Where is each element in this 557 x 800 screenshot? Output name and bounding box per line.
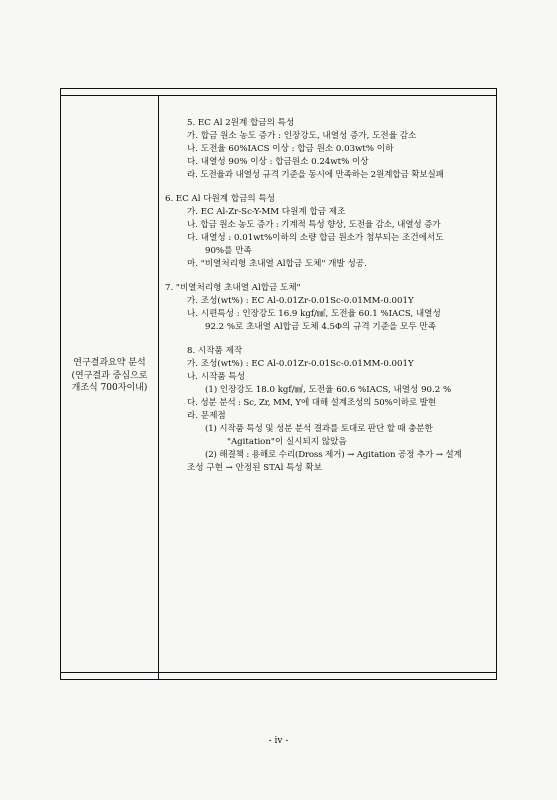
list-item: 나. 도전율 60%IACS 이상 : 합금 원소 0.03wt% 이하 xyxy=(187,144,394,154)
page-number: - iv - xyxy=(268,736,289,746)
sub-item: (2) 해결책 : 용해로 수리(Dross 제거) → Agitation 공정 추가 → 설계 xyxy=(205,450,462,460)
row-header-line: (연구결과 중심으로 xyxy=(71,370,148,381)
list-item: 다. 성분 분석 : Sc, Zr, MM, Y에 대해 설계조성의 50%이하로 발현 xyxy=(187,398,436,408)
sub-item: (1) 인장강도 18.0 kgf/㎟, 도전율 60.6 %IACS, 내열성 90.2 % xyxy=(205,385,452,395)
row-header-line: 연구결과요약 분석 xyxy=(73,358,146,368)
sub-item-continuation: 조성 구현 → 안정된 STAl 특성 확보 xyxy=(187,463,323,473)
sub-item-continuation: "Agitation"이 실시되지 않았음 xyxy=(227,437,347,447)
section-heading: 8. 시작품 제작 xyxy=(187,346,243,356)
list-item-continuation: 92.2 %로 초내열 Al합금 도체 4.5Φ의 규격 기준을 모두 만족 xyxy=(205,322,436,332)
row-header-line: 개조식 700자이내) xyxy=(71,383,148,393)
summary-content xyxy=(163,117,498,486)
list-item: 나. 시작품 특성 xyxy=(187,372,246,382)
list-item-continuation: 90%를 만족 xyxy=(205,246,252,256)
section-8 xyxy=(163,345,498,475)
table-top-rule xyxy=(61,95,496,96)
section-6 xyxy=(163,193,498,271)
list-item: 라. 도전율과 내열성 규격 기준을 동시에 만족하는 2원계합금 확보실패 xyxy=(187,170,444,180)
list-item: 가. 조성(wt%) : EC Al-0.01Zr-0.01Sc-0.01MM-0.001Y xyxy=(187,296,414,306)
list-item: 라. 문제점 xyxy=(187,411,226,421)
list-item: 마. "비열처리형 초내열 Al합금 도체" 개발 성공. xyxy=(187,259,367,269)
section-heading: 5. EC Al 2원계 합금의 특성 xyxy=(187,118,295,128)
list-item: 다. 내열성 : 0.01wt%이하의 소량 합금 원소가 첨부되는 조건에서도 xyxy=(187,233,444,243)
table-column-divider xyxy=(158,95,159,679)
section-7 xyxy=(163,282,498,334)
list-item: 나. 시편특성 : 인장강도 16.9 kgf/㎟, 도전율 60.1 %IACS, 내열성 xyxy=(187,309,441,319)
row-header xyxy=(61,357,158,395)
summary-table xyxy=(60,88,497,680)
list-item: 나. 합금 원소 농도 증가 : 기계적 특성 향상, 도전율 감소, 내열성 증가 xyxy=(187,220,441,230)
section-5 xyxy=(163,117,498,182)
list-item: 다. 내열성 90% 이상 : 합금원소 0.24wt% 이상 xyxy=(187,157,369,167)
section-heading: 6. EC Al 다원계 합금의 특성 xyxy=(165,194,276,204)
sub-item: (1) 시작품 특성 및 성분 분석 결과를 토대로 판단 할 때 충분한 xyxy=(205,424,433,434)
section-heading: 7. "비열처리형 초내열 Al합금 도체" xyxy=(165,283,301,293)
list-item: 가. 합금 원소 농도 증가 : 인장강도, 내열성 증가, 도전율 감소 xyxy=(187,131,417,141)
list-item: 가. EC Al-Zr-Sc-Y-MM 다원계 합금 제조 xyxy=(187,207,346,217)
list-item: 가. 조성(wt%) : EC Al-0.01Zr-0.01Sc-0.01MM-0.001Y xyxy=(187,359,414,369)
table-bottom-rule xyxy=(61,672,496,673)
